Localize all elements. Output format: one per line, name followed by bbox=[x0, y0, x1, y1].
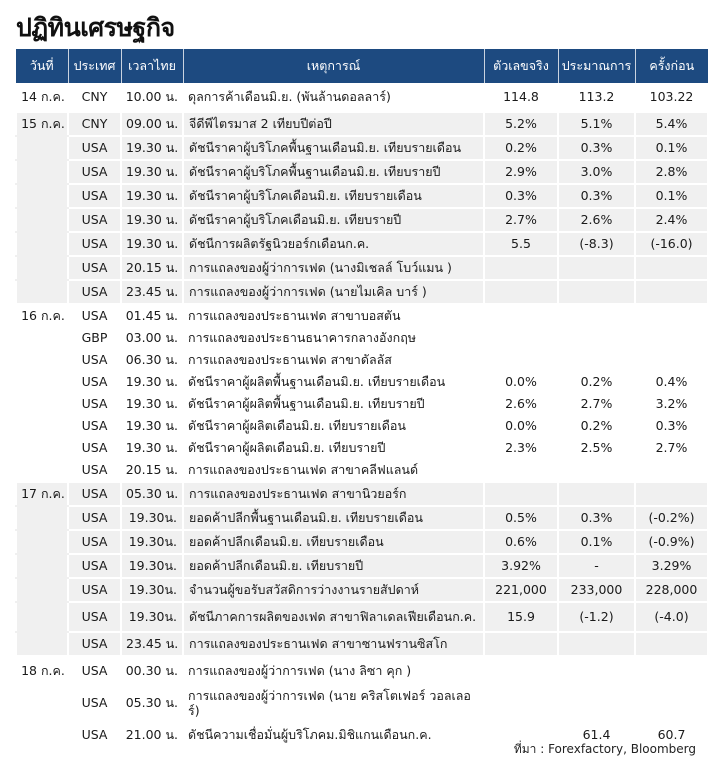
table-row bbox=[16, 83, 708, 112]
country-cell: USA bbox=[68, 685, 121, 721]
forecast-cell: - bbox=[558, 554, 635, 578]
table-row bbox=[16, 232, 708, 256]
event-cell: การแถลงของประธานเฟด สาขานิวยอร์ก bbox=[183, 482, 484, 506]
date-cell bbox=[16, 136, 68, 160]
previous-cell: 0.3% bbox=[635, 415, 708, 437]
previous-cell bbox=[635, 327, 708, 349]
time-cell: 06.30 น. bbox=[121, 349, 183, 371]
date-cell: 14 ก.ค. bbox=[16, 83, 68, 112]
forecast-cell bbox=[558, 482, 635, 506]
event-cell: การแถลงของประธานเฟด สาขาคลีฟแลนด์ bbox=[183, 459, 484, 482]
forecast-cell: 0.3% bbox=[558, 136, 635, 160]
page-title: ปฏิทินเศรษฐกิจ bbox=[16, 13, 175, 42]
country-cell: USA bbox=[68, 656, 121, 685]
previous-cell: 0.1% bbox=[635, 136, 708, 160]
forecast-cell bbox=[558, 304, 635, 327]
previous-cell: 60.7 bbox=[635, 721, 708, 749]
country-cell: USA bbox=[68, 184, 121, 208]
table-header bbox=[16, 49, 708, 83]
previous-cell bbox=[635, 280, 708, 304]
time-cell: 19.30น. bbox=[121, 530, 183, 554]
country-cell: CNY bbox=[68, 83, 121, 112]
country-cell: USA bbox=[68, 721, 121, 749]
time-cell: 19.30 น. bbox=[121, 136, 183, 160]
actual-cell bbox=[484, 685, 558, 721]
previous-cell: 2.4% bbox=[635, 208, 708, 232]
event-cell: ดัชนีราคาผู้ผลิตเดือนมิ.ย. เทียบรายเดือน bbox=[183, 415, 484, 437]
previous-cell: 5.4% bbox=[635, 112, 708, 136]
country-cell: USA bbox=[68, 554, 121, 578]
previous-cell: (-16.0) bbox=[635, 232, 708, 256]
previous-cell bbox=[635, 349, 708, 371]
time-cell: 01.45 น. bbox=[121, 304, 183, 327]
table-row bbox=[16, 437, 708, 459]
forecast-cell bbox=[558, 280, 635, 304]
previous-cell: 2.7% bbox=[635, 437, 708, 459]
header-date: วันที่ bbox=[16, 49, 68, 83]
table-row bbox=[16, 656, 708, 685]
table-row bbox=[16, 349, 708, 371]
time-cell: 19.30 น. bbox=[121, 371, 183, 393]
table-row bbox=[16, 415, 708, 437]
country-cell: USA bbox=[68, 160, 121, 184]
table-row bbox=[16, 136, 708, 160]
economic-calendar-table bbox=[15, 49, 709, 749]
date-cell bbox=[16, 721, 68, 749]
country-cell: USA bbox=[68, 256, 121, 280]
table-row bbox=[16, 208, 708, 232]
country-cell: USA bbox=[68, 437, 121, 459]
country-cell: CNY bbox=[68, 112, 121, 136]
time-cell: 20.15 น. bbox=[121, 256, 183, 280]
date-cell bbox=[16, 685, 68, 721]
previous-cell bbox=[635, 656, 708, 685]
date-cell bbox=[16, 256, 68, 280]
country-cell: USA bbox=[68, 459, 121, 482]
actual-cell: 0.2% bbox=[484, 136, 558, 160]
time-cell: 10.00 น. bbox=[121, 83, 183, 112]
date-group bbox=[16, 83, 708, 112]
actual-cell: 5.5 bbox=[484, 232, 558, 256]
previous-cell bbox=[635, 304, 708, 327]
actual-cell: 0.0% bbox=[484, 415, 558, 437]
event-cell: การแถลงของประธานเฟด สาขาดัลลัส bbox=[183, 349, 484, 371]
table-row bbox=[16, 393, 708, 415]
forecast-cell bbox=[558, 459, 635, 482]
forecast-cell: 0.1% bbox=[558, 530, 635, 554]
time-cell: 09.00 น. bbox=[121, 112, 183, 136]
event-cell: ดุลการค้าเดือนมิ.ย. (พันล้านดอลลาร์) bbox=[183, 83, 484, 112]
previous-cell: (-4.0) bbox=[635, 602, 708, 632]
country-cell: USA bbox=[68, 371, 121, 393]
previous-cell: (-0.9%) bbox=[635, 530, 708, 554]
date-group bbox=[16, 482, 708, 656]
country-cell: USA bbox=[68, 208, 121, 232]
country-cell: USA bbox=[68, 349, 121, 371]
time-cell: 05.30 น. bbox=[121, 482, 183, 506]
date-group bbox=[16, 112, 708, 304]
time-cell: 19.30น. bbox=[121, 602, 183, 632]
table-row bbox=[16, 459, 708, 482]
forecast-cell: 2.7% bbox=[558, 393, 635, 415]
forecast-cell: 0.3% bbox=[558, 184, 635, 208]
forecast-cell: 61.4 bbox=[558, 721, 635, 749]
event-cell: ดัชนีราคาผู้ผลิตพื้นฐานเดือนมิ.ย. เทียบรายปี bbox=[183, 393, 484, 415]
actual-cell: 2.7% bbox=[484, 208, 558, 232]
actual-cell: 15.9 bbox=[484, 602, 558, 632]
previous-cell bbox=[635, 685, 708, 721]
event-cell: ดัชนีภาคการผลิตของเฟด สาขาฟิลาเดลเฟียเดือนก.ค. bbox=[183, 602, 484, 632]
forecast-cell: 0.2% bbox=[558, 371, 635, 393]
time-cell: 19.30 น. bbox=[121, 415, 183, 437]
country-cell: GBP bbox=[68, 327, 121, 349]
table-row bbox=[16, 578, 708, 602]
previous-cell bbox=[635, 256, 708, 280]
country-cell: USA bbox=[68, 415, 121, 437]
event-cell: การแถลงของประธานเฟด สาขาบอสตัน bbox=[183, 304, 484, 327]
time-cell: 03.00 น. bbox=[121, 327, 183, 349]
date-cell bbox=[16, 554, 68, 578]
source-note: ที่มา : Forexfactory, Bloomberg bbox=[513, 742, 696, 756]
country-cell: USA bbox=[68, 393, 121, 415]
table-row bbox=[16, 304, 708, 327]
time-cell: 21.00 น. bbox=[121, 721, 183, 749]
table-row bbox=[16, 482, 708, 506]
time-cell: 23.45 น. bbox=[121, 632, 183, 656]
actual-cell: 0.3% bbox=[484, 184, 558, 208]
date-cell bbox=[16, 349, 68, 371]
actual-cell: 2.6% bbox=[484, 393, 558, 415]
forecast-cell: 233,000 bbox=[558, 578, 635, 602]
date-group bbox=[16, 656, 708, 749]
date-cell bbox=[16, 602, 68, 632]
date-cell bbox=[16, 371, 68, 393]
time-cell: 05.30 น. bbox=[121, 685, 183, 721]
table-row bbox=[16, 184, 708, 208]
forecast-cell bbox=[558, 256, 635, 280]
table-row bbox=[16, 506, 708, 530]
previous-cell: 3.29% bbox=[635, 554, 708, 578]
event-cell: การแถลงของประธานเฟด สาขาซานฟรานซิสโก bbox=[183, 632, 484, 656]
forecast-cell bbox=[558, 632, 635, 656]
event-cell: จำนวนผู้ขอรับสวัสดิการว่างงานรายสัปดาห์ bbox=[183, 578, 484, 602]
date-cell bbox=[16, 632, 68, 656]
date-cell bbox=[16, 437, 68, 459]
event-cell: ดัชนีการผลิตรัฐนิวยอร์กเดือนก.ค. bbox=[183, 232, 484, 256]
country-cell: USA bbox=[68, 482, 121, 506]
time-cell: 19.30 น. bbox=[121, 232, 183, 256]
previous-cell: 3.2% bbox=[635, 393, 708, 415]
date-cell: 15 ก.ค. bbox=[16, 112, 68, 136]
time-cell: 19.30น. bbox=[121, 506, 183, 530]
table-row bbox=[16, 327, 708, 349]
previous-cell bbox=[635, 459, 708, 482]
previous-cell bbox=[635, 632, 708, 656]
actual-cell: 0.6% bbox=[484, 530, 558, 554]
date-cell bbox=[16, 459, 68, 482]
date-cell bbox=[16, 327, 68, 349]
previous-cell: 0.4% bbox=[635, 371, 708, 393]
time-cell: 19.30 น. bbox=[121, 208, 183, 232]
event-cell: ยอดค้าปลีกเดือนมิ.ย. เทียบรายปี bbox=[183, 554, 484, 578]
header-forecast: ประมาณการ bbox=[558, 49, 635, 83]
event-cell: ดัชนีความเชื่อมั่นผู้บริโภคม.มิชิแกนเดือนก.ค. bbox=[183, 721, 484, 749]
time-cell: 19.30 น. bbox=[121, 160, 183, 184]
header-previous: ครั้งก่อน bbox=[635, 49, 708, 83]
forecast-cell: (-1.2) bbox=[558, 602, 635, 632]
table-row bbox=[16, 112, 708, 136]
table-row bbox=[16, 160, 708, 184]
forecast-cell: 3.0% bbox=[558, 160, 635, 184]
header-actual: ตัวเลขจริง bbox=[484, 49, 558, 83]
time-cell: 23.45 น. bbox=[121, 280, 183, 304]
event-cell: ดัชนีราคาผู้บริโภคเดือนมิ.ย. เทียบรายปี bbox=[183, 208, 484, 232]
date-cell bbox=[16, 393, 68, 415]
table-row bbox=[16, 685, 708, 721]
country-cell: USA bbox=[68, 136, 121, 160]
event-cell: ยอดค้าปลีกเดือนมิ.ย. เทียบรายเดือน bbox=[183, 530, 484, 554]
time-cell: 00.30 น. bbox=[121, 656, 183, 685]
forecast-cell: 113.2 bbox=[558, 83, 635, 112]
forecast-cell: 2.6% bbox=[558, 208, 635, 232]
country-cell: USA bbox=[68, 632, 121, 656]
header-event: เหตุการณ์ bbox=[183, 49, 484, 83]
actual-cell bbox=[484, 304, 558, 327]
date-group bbox=[16, 304, 708, 482]
actual-cell bbox=[484, 656, 558, 685]
date-cell bbox=[16, 280, 68, 304]
actual-cell: 0.5% bbox=[484, 506, 558, 530]
actual-cell: 2.9% bbox=[484, 160, 558, 184]
event-cell: ดัชนีราคาผู้บริโภคเดือนมิ.ย. เทียบรายเดือน bbox=[183, 184, 484, 208]
table-row bbox=[16, 632, 708, 656]
actual-cell: 5.2% bbox=[484, 112, 558, 136]
event-cell: การแถลงของผู้ว่าการเฟด (นาง ลิซา คุก ) bbox=[183, 656, 484, 685]
event-cell: ดัชนีราคาผู้บริโภคพื้นฐานเดือนมิ.ย. เทียบรายปี bbox=[183, 160, 484, 184]
event-cell: ดัชนีราคาผู้ผลิตเดือนมิ.ย. เทียบรายปี bbox=[183, 437, 484, 459]
date-cell bbox=[16, 160, 68, 184]
event-cell: การแถลงของผู้ว่าการเฟด (นายไมเคิล บาร์ ) bbox=[183, 280, 484, 304]
actual-cell: 3.92% bbox=[484, 554, 558, 578]
previous-cell: 2.8% bbox=[635, 160, 708, 184]
country-cell: USA bbox=[68, 506, 121, 530]
event-cell: การแถลงของผู้ว่าการเฟด (นางมิเชลล์ โบว์แมน ) bbox=[183, 256, 484, 280]
forecast-cell: 2.5% bbox=[558, 437, 635, 459]
date-cell bbox=[16, 232, 68, 256]
actual-cell bbox=[484, 459, 558, 482]
date-cell: 17 ก.ค. bbox=[16, 482, 68, 506]
event-cell: ยอดค้าปลีกพื้นฐานเดือนมิ.ย. เทียบรายเดือน bbox=[183, 506, 484, 530]
country-cell: USA bbox=[68, 304, 121, 327]
forecast-cell: 0.2% bbox=[558, 415, 635, 437]
actual-cell: 0.0% bbox=[484, 371, 558, 393]
previous-cell: 103.22 bbox=[635, 83, 708, 112]
date-cell bbox=[16, 506, 68, 530]
date-cell bbox=[16, 415, 68, 437]
table-row bbox=[16, 256, 708, 280]
forecast-cell: (-8.3) bbox=[558, 232, 635, 256]
actual-cell bbox=[484, 327, 558, 349]
previous-cell: 228,000 bbox=[635, 578, 708, 602]
header-time: เวลาไทย bbox=[121, 49, 183, 83]
previous-cell: (-0.2%) bbox=[635, 506, 708, 530]
previous-cell: 0.1% bbox=[635, 184, 708, 208]
header-country: ประเทศ bbox=[68, 49, 121, 83]
date-cell bbox=[16, 184, 68, 208]
time-cell: 19.30 น. bbox=[121, 184, 183, 208]
table-row bbox=[16, 371, 708, 393]
event-cell: การแถลงของประธานธนาคารกลางอังกฤษ bbox=[183, 327, 484, 349]
date-cell bbox=[16, 530, 68, 554]
time-cell: 20.15 น. bbox=[121, 459, 183, 482]
date-cell bbox=[16, 208, 68, 232]
country-cell: USA bbox=[68, 602, 121, 632]
table-row bbox=[16, 602, 708, 632]
event-cell: จีดีพีไตรมาส 2 เทียบปีต่อปี bbox=[183, 112, 484, 136]
country-cell: USA bbox=[68, 232, 121, 256]
actual-cell bbox=[484, 256, 558, 280]
event-cell: ดัชนีราคาผู้บริโภคพื้นฐานเดือนมิ.ย. เทียบรายเดือน bbox=[183, 136, 484, 160]
table-row bbox=[16, 554, 708, 578]
country-cell: USA bbox=[68, 530, 121, 554]
time-cell: 19.30 น. bbox=[121, 393, 183, 415]
forecast-cell bbox=[558, 327, 635, 349]
event-cell: ดัชนีราคาผู้ผลิตพื้นฐานเดือนมิ.ย. เทียบรายเดือน bbox=[183, 371, 484, 393]
date-cell: 18 ก.ค. bbox=[16, 656, 68, 685]
time-cell: 19.30 น. bbox=[121, 437, 183, 459]
time-cell: 19.30น. bbox=[121, 554, 183, 578]
event-cell: การแถลงของผู้ว่าการเฟด (นาย คริสโตเฟอร์ วอลเลอร์) bbox=[183, 685, 484, 721]
forecast-cell: 0.3% bbox=[558, 506, 635, 530]
actual-cell bbox=[484, 349, 558, 371]
actual-cell bbox=[484, 280, 558, 304]
forecast-cell bbox=[558, 656, 635, 685]
time-cell: 19.30น. bbox=[121, 578, 183, 602]
forecast-cell: 5.1% bbox=[558, 112, 635, 136]
actual-cell: 221,000 bbox=[484, 578, 558, 602]
actual-cell: 114.8 bbox=[484, 83, 558, 112]
actual-cell bbox=[484, 482, 558, 506]
country-cell: USA bbox=[68, 578, 121, 602]
date-cell: 16 ก.ค. bbox=[16, 304, 68, 327]
actual-cell bbox=[484, 632, 558, 656]
forecast-cell bbox=[558, 685, 635, 721]
actual-cell: 2.3% bbox=[484, 437, 558, 459]
table-row bbox=[16, 280, 708, 304]
country-cell: USA bbox=[68, 280, 121, 304]
previous-cell bbox=[635, 482, 708, 506]
date-cell bbox=[16, 578, 68, 602]
table-row bbox=[16, 530, 708, 554]
forecast-cell bbox=[558, 349, 635, 371]
